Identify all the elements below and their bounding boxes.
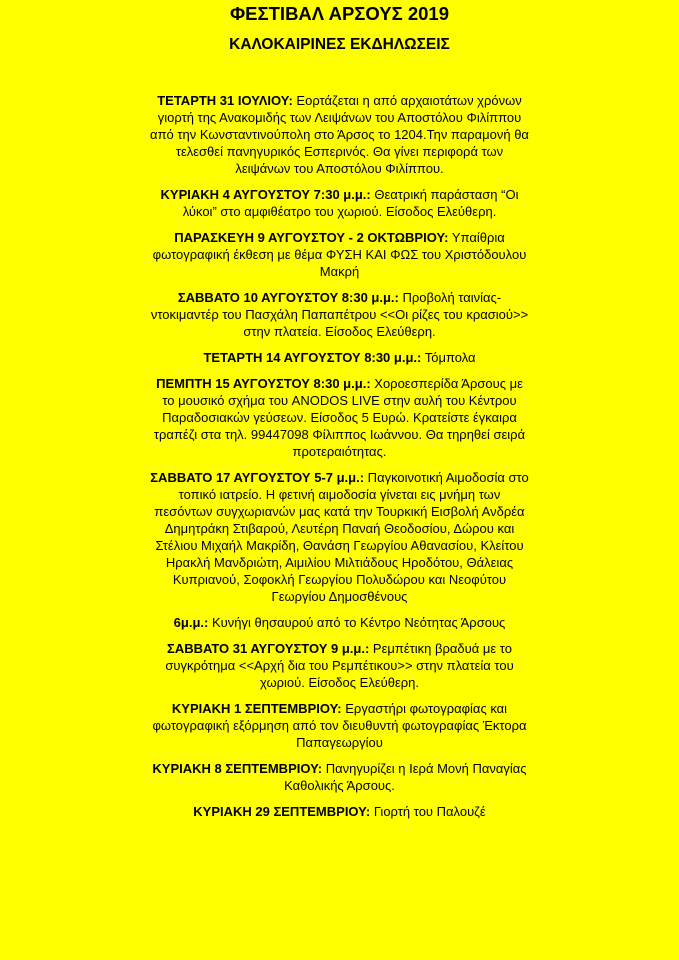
- event-item: [150, 375, 529, 460]
- event-item: [150, 349, 529, 366]
- event-date: ΣΑΒΒΑΤΟ 17 ΑΥΓΟΥΣΤΟΥ 5-7 μ.μ.:: [150, 470, 365, 485]
- event-date: ΣΑΒΒΑΤΟ 31 ΑΥΓΟΥΣΤΟΥ 9 μ.μ.:: [167, 641, 370, 656]
- event-description: Τόμπολα: [421, 350, 476, 365]
- event-date: ΤΕΤΑΡΤΗ 31 ΙΟΥΛΙΟΥ:: [157, 93, 293, 108]
- event-description: Προβολή ταινίας-ντοκιμαντέρ του Πασχάλη Παπαπέτρου <<Οι ρίζες του κρασιού>> στην πλατεία. Είσοδος Ελεύθερη.: [150, 290, 529, 339]
- event-item: [150, 614, 529, 631]
- event-description: Γιορτή του Παλουζέ: [370, 804, 486, 819]
- event-date: ΚΥΡΙΑΚΗ 29 ΣΕΠΤΕΜΒΡΙΟΥ:: [193, 804, 371, 819]
- event-date: ΚΥΡΙΑΚΗ 1 ΣΕΠΤΕΜΒΡΙΟΥ:: [171, 701, 342, 716]
- event-item: [150, 469, 529, 605]
- event-date: ΚΥΡΙΑΚΗ 8 ΣΕΠΤΕΜΒΡΙΟΥ:: [152, 761, 323, 776]
- event-item: [150, 640, 529, 691]
- event-date: ΠΑΡΑΣΚΕΥΗ 9 ΑΥΓΟΥΣΤΟΥ - 2 ΟΚΤΩΒΡΙΟΥ:: [174, 230, 449, 245]
- event-item: [150, 186, 529, 220]
- page-title: ΦΕΣΤΙΒΑΛ ΑΡΣΟΥΣ 2019: [230, 3, 449, 24]
- event-description: Θεατρική παράσταση “Οι λύκοι” στο αμφιθέατρο του χωριού. Είσοδος Ελεύθερη.: [182, 187, 519, 219]
- event-item: [150, 700, 529, 751]
- event-item: [150, 229, 529, 280]
- event-date: ΠΕΜΠΤΗ 15 ΑΥΓΟΥΣΤΟΥ 8:30 μ.μ.:: [156, 376, 371, 391]
- event-list: [0, 92, 679, 829]
- event-date: ΣΑΒΒΑΤΟ 10 ΑΥΓΟΥΣΤΟΥ 8:30 μ.μ.:: [177, 290, 399, 305]
- event-date: ΚΥΡΙΑΚΗ 4 ΑΥΓΟΥΣΤΟΥ 7:30 μ.μ.:: [160, 187, 371, 202]
- event-date: 6μ.μ.:: [173, 615, 209, 630]
- event-item: [150, 803, 529, 820]
- event-date: ΤΕΤΑΡΤΗ 14 ΑΥΓΟΥΣΤΟΥ 8:30 μ.μ.:: [203, 350, 422, 365]
- event-description: Ρεμπέτικη βραδυά με το συγκρότημα <<Αρχή δια του Ρεμπέτικου>> στην πλατεία του χωριού. Είσοδος Ελεύθερη.: [165, 641, 514, 690]
- page-subtitle: ΚΑΛΟΚΑΙΡΙΝΕΣ ΕΚΔΗΛΩΣΕΙΣ: [229, 36, 450, 53]
- event-item: [150, 289, 529, 340]
- event-item: [150, 92, 529, 177]
- event-description: Πανηγυρίζει η Ιερά Μονή Παναγίας Καθολικής Άρσους.: [284, 761, 527, 793]
- event-description: Παγκοινοτική Αιμοδοσία στο τοπικό ιατρείο. Η φετινή αιμοδοσία γίνεται εις μνήμη των πεσόντων συγχωριανών μας κατά την Τουρκική Εισβολή Ανδρέα Δημητράκη Στιβαρού, Λευτέρη Παναή Θεοδοσίου, Δώρου και Στέλιου Μιχαήλ Μακρίδη, Θανάση Γεωργίου Αθανασίου, Κλείτου Ηρακλή Μανδριώτη, Αιμιλίου Μιλτιάδους Ηροδότου, Θάλειας Κυπριανού, Σοφοκλή Γεωργίου Πολυδώρου και Νεοφύτου Γεωργίου Δημοσθένους: [154, 470, 529, 604]
- event-description: Εορτάζεται η από αρχαιοτάτων χρόνων γιορτή της Ανακομιδής των Λειψάνων του Αποστόλου Φιλίππου από την Κωνσταντινούπολη στο Άρσος το 1204.Την παραμονή θα τελεσθεί πανηγυρικός Εσπερινός. Θα γίνει περιφορά των λειψάνων του Αποστόλου Φιλίππου.: [150, 93, 529, 176]
- event-description: Κυνήγι θησαυρού από το Κέντρο Νεότητας Άρσους: [208, 615, 506, 630]
- event-description: Χοροεσπερίδα Άρσους με το μουσικό σχήμα του ANODOS LIVE στην αυλή του Κέντρου Παραδοσιακών γεύσεων. Είσοδος 5 Ευρώ. Κρατείστε έγκαιρα τραπέζι στα τηλ. 99447098 Φίλιππος Ιωάννου. Θα τηρηθεί σειρά προτεραιότητας.: [153, 376, 526, 459]
- event-description: Υπαίθρια φωτογραφική έκθεση με θέμα ΦΥΣΗ ΚΑΙ ΦΩΣ του Χριστόδουλου Μακρή: [152, 230, 527, 279]
- event-item: [150, 760, 529, 794]
- event-description: Εργαστήρι φωτογραφίας και φωτογραφική εξόρμηση από τον διευθυντή φωτογραφίας Έκτορα Παπαγεωργίου: [152, 701, 527, 750]
